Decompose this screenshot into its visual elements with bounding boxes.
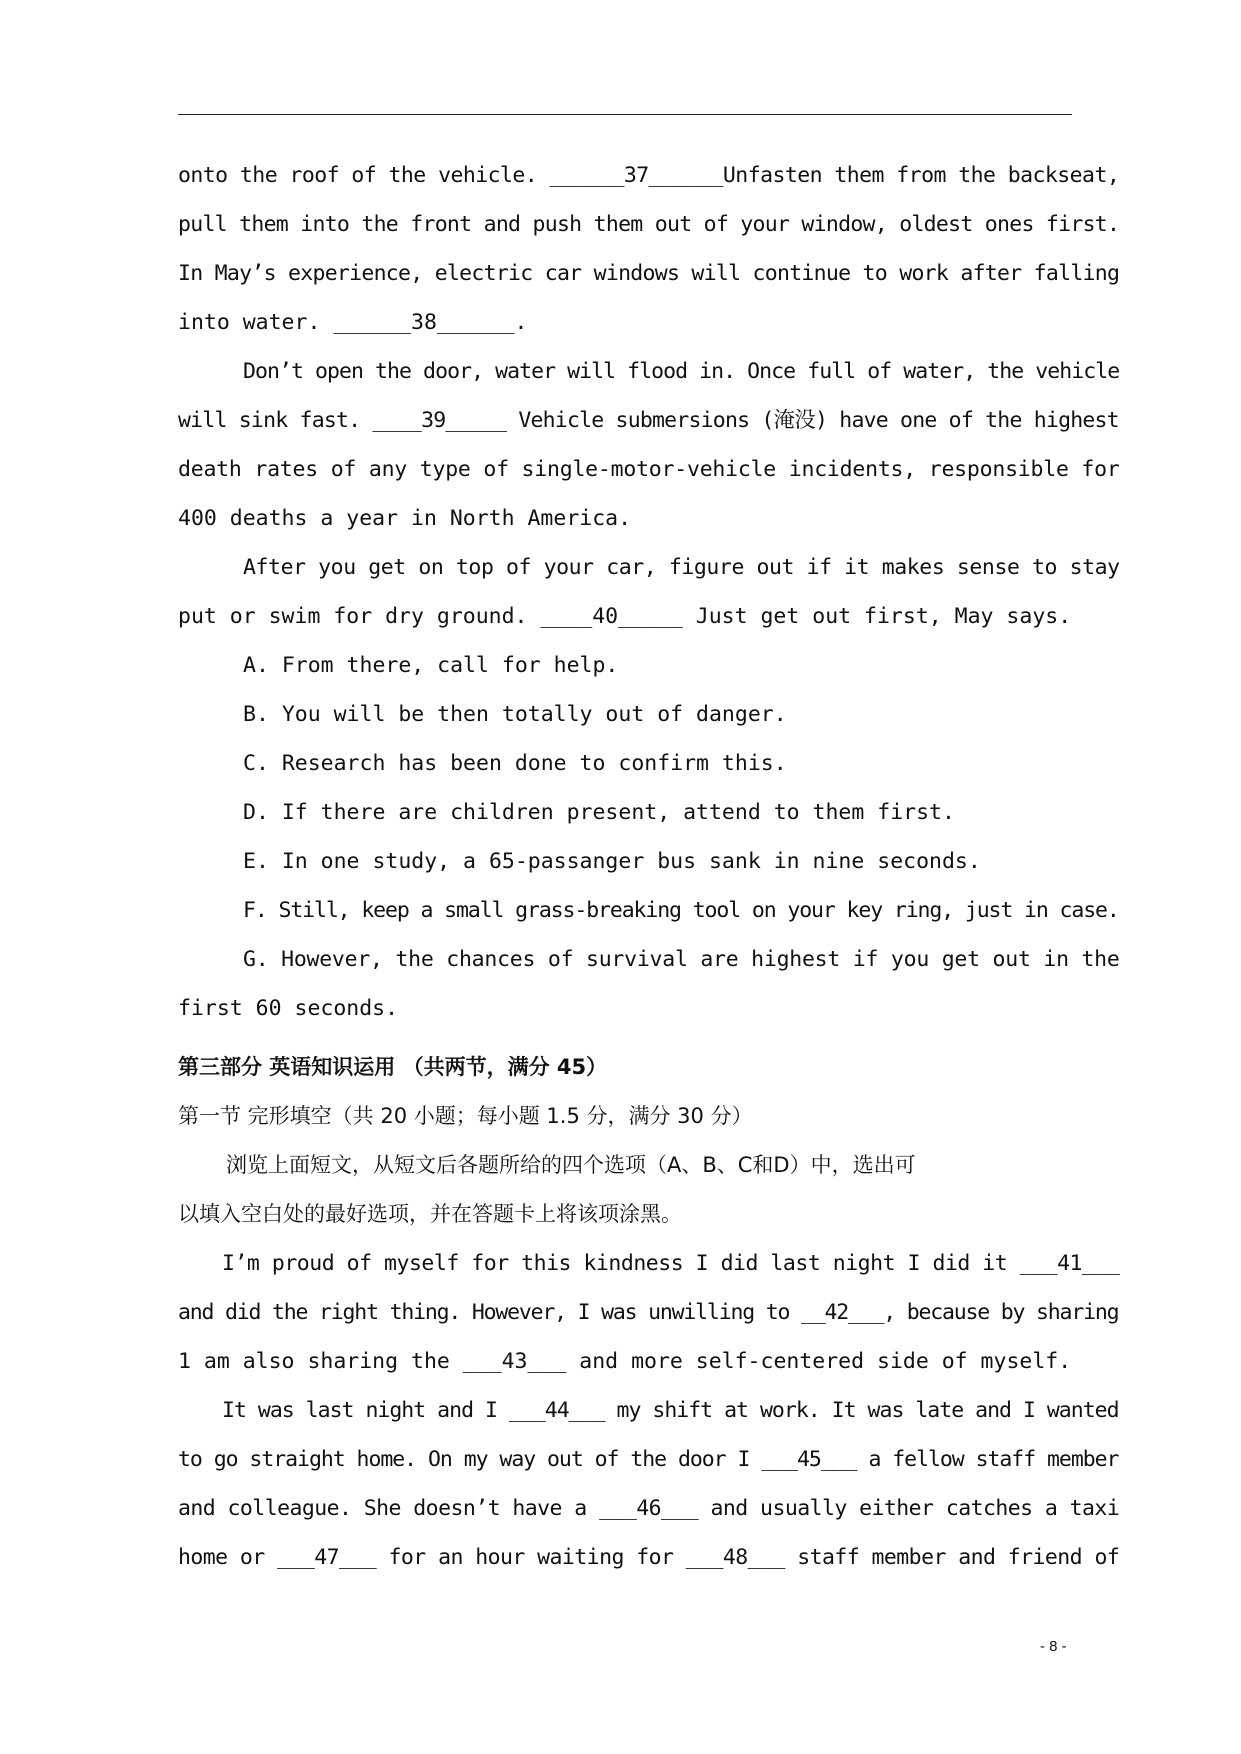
passage-line-6: [178, 410, 1119, 432]
cloze-line-1: [222, 1253, 1119, 1275]
text: and colleague. She doesn’t have a: [178, 1496, 600, 1521]
blank-39: ____39_____: [372, 408, 507, 433]
option-b: B. You will be then totally out of danger.: [243, 702, 787, 727]
header-rule: [178, 114, 1072, 115]
text: to go straight home. On my way out of the door I: [178, 1447, 762, 1472]
blank-43: ___43___: [462, 1349, 567, 1374]
blank-40: ____40_____: [540, 604, 683, 629]
text: and more self-centered side of myself.: [566, 1349, 1072, 1374]
blank-45: ___45___: [761, 1447, 857, 1472]
option-g: G. However, the chances of survival are highest if you get out in the: [243, 947, 1120, 972]
text: It was last night and I: [222, 1398, 509, 1423]
option-a: A. From there, call for help.: [243, 653, 619, 678]
text: for an hour waiting for: [376, 1545, 686, 1570]
blank-48: ___48___: [685, 1545, 785, 1570]
text: Unfasten them from the backseat,: [722, 163, 1120, 188]
passage-line-8: 400 deaths a year in North America.: [178, 506, 632, 531]
passage-line-3: In May’s experience, electric car windows will continue to work after falling: [178, 261, 1120, 286]
text: my shift at work. It was late and I wanted: [604, 1398, 1119, 1423]
text: into water.: [178, 310, 334, 335]
cloze-line-7: [178, 1547, 1119, 1569]
cloze-line-3: [178, 1351, 1071, 1373]
text: 1 am also sharing the: [178, 1349, 463, 1374]
passage-line-4: [178, 312, 528, 334]
text: and did the right thing. However, I was unwilling to: [178, 1300, 801, 1325]
cloze-line-6: [178, 1498, 1119, 1520]
text: staff member and friend of: [784, 1545, 1120, 1570]
passage-line-5: Don’t open the door, water will flood in. Once full of water, the vehicle: [243, 359, 1120, 384]
blank-41: ___41___: [1019, 1251, 1120, 1276]
passage-line-7: death rates of any type of single-motor-vehicle incidents, responsible for: [178, 457, 1120, 482]
text: a fellow staff member: [856, 1447, 1119, 1472]
option-f: F. Still, keep a small grass-breaking tool on your key ring, just in case.: [243, 898, 1119, 923]
option-c: C. Research has been done to confirm this.: [243, 751, 787, 776]
text: Vehicle submersions (淹没) have one of the highest: [506, 408, 1119, 433]
blank-44: ___44___: [508, 1398, 605, 1423]
blank-37: ______37______: [549, 163, 723, 188]
blank-46: ___46___: [599, 1496, 699, 1521]
blank-47: ___47___: [277, 1545, 377, 1570]
subsection-heading: 第一节 完形填空（共 20 小题；每小题 1.5 分，满分 30 分）: [178, 1104, 753, 1128]
instruction-line-1: 浏览上面短文，从短文后各题所给的四个选项（A、B、C和D）中，选出可: [226, 1153, 916, 1177]
text: will sink fast.: [178, 408, 373, 433]
blank-42: __42___: [800, 1300, 884, 1325]
section-heading: 第三部分 英语知识运用 （共两节，满分 45）: [178, 1055, 608, 1079]
passage-line-10: [178, 606, 1071, 628]
option-g-continued: first 60 seconds.: [178, 996, 399, 1021]
instruction-line-2: 以填入空白处的最好选项，并在答题卡上将该项涂黑。: [178, 1202, 682, 1226]
text: I’m proud of myself for this kindness I did last night I did it: [222, 1251, 1020, 1276]
text: onto the roof of the vehicle.: [178, 163, 550, 188]
passage-line-2: pull them into the front and push them out of your window, oldest ones first.: [178, 212, 1120, 237]
text: Just get out first, May says.: [682, 604, 1072, 629]
text: home or: [178, 1545, 278, 1570]
passage-line-1: [178, 165, 1119, 187]
text: put or swim for dry ground.: [178, 604, 541, 629]
option-d: D. If there are children present, attend to them first.: [243, 800, 955, 825]
blank-38: ______38______.: [333, 310, 528, 335]
cloze-line-4: [222, 1400, 1119, 1422]
text: and usually either catches a taxi: [698, 1496, 1120, 1521]
cloze-line-2: [178, 1302, 1118, 1324]
option-e: E. In one study, a 65-passanger bus sank in nine seconds.: [243, 849, 981, 874]
passage-line-9: After you get on top of your car, figure out if it makes sense to stay: [243, 555, 1120, 580]
text: , because by sharing: [883, 1300, 1119, 1325]
cloze-line-5: [178, 1449, 1118, 1471]
page-number: - 8 -: [1040, 1638, 1067, 1655]
